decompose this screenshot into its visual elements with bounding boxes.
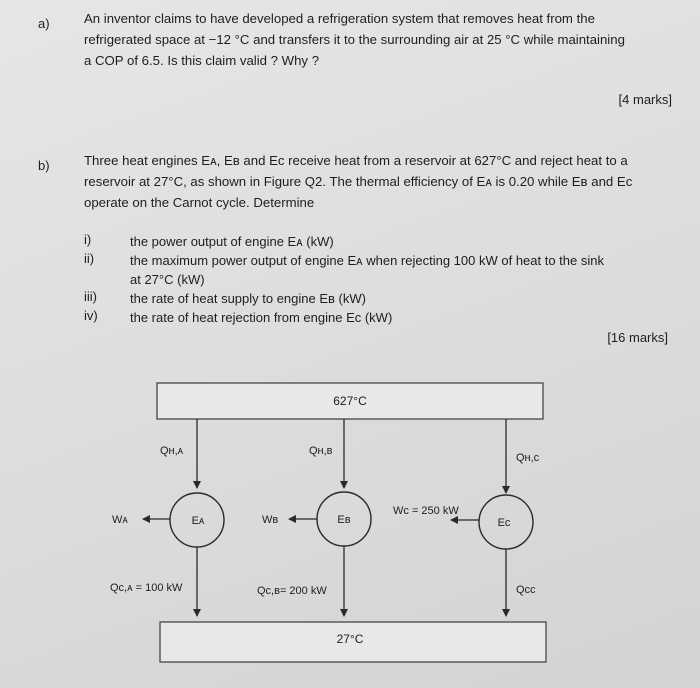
subquestion-text: the power output of engine Eᴀ (kW) bbox=[130, 234, 334, 249]
part-b-line-2: reservoir at 27°C, as shown in Figure Q2. The thermal efficiency of Eᴀ is 0.20 while Eʙ and Eᴄ bbox=[84, 174, 633, 189]
part-b-line-1: Three heat engines Eᴀ, Eʙ and Eᴄ receive heat from a reservoir at 627°C and reject heat to a bbox=[84, 153, 628, 168]
cold-reservoir-temp: 27°C bbox=[336, 632, 364, 647]
subquestion-number: ii) bbox=[84, 251, 95, 266]
subquestion-text: at 27°C (kW) bbox=[130, 272, 205, 287]
subquestion-text: the maximum power output of engine Eᴀ when rejecting 100 kW of heat to the sink bbox=[130, 253, 604, 268]
subquestion-text: the rate of heat rejection from engine Eᴄ (kW) bbox=[130, 310, 393, 325]
work-label-c: Wᴄ = 250 kW bbox=[393, 505, 459, 517]
work-label-a: Wᴀ bbox=[112, 514, 128, 526]
subquestion-number: iv) bbox=[84, 308, 98, 323]
heat-in-label-b: Qʜ,ʙ bbox=[309, 445, 333, 457]
part-a-line-1: An inventor claims to have developed a refrigeration system that removes heat from the bbox=[84, 11, 595, 26]
part-a-line-2: refrigerated space at −12 °C and transfers it to the surrounding air at 25 °C while maintaining bbox=[84, 32, 625, 47]
part-a-marks: [4 marks] bbox=[618, 92, 672, 107]
heat-in-label-c: Qʜ,ᴄ bbox=[516, 452, 540, 464]
heat-out-label-c: Qᴄᴄ bbox=[516, 584, 536, 596]
engine-a-name: Eᴀ bbox=[191, 515, 205, 527]
engine-b-name: Eʙ bbox=[337, 514, 351, 526]
heat-in-label-a: Qʜ,ᴀ bbox=[160, 445, 184, 457]
part-a-line-3: a COP of 6.5. Is this claim valid ? Why ? bbox=[84, 53, 320, 68]
subquestion-text: the rate of heat supply to engine Eʙ (kW) bbox=[130, 291, 366, 306]
heat-out-label-a: Qᴄ,ᴀ = 100 kW bbox=[110, 582, 183, 594]
part-b-line-3: operate on the Carnot cycle. Determine bbox=[84, 195, 315, 210]
subquestion-number: iii) bbox=[84, 289, 97, 304]
hot-reservoir-temp: 627°C bbox=[333, 394, 367, 409]
heat-out-label-b: Qᴄ,ʙ= 200 kW bbox=[257, 585, 327, 597]
part-a-label: a) bbox=[38, 16, 50, 31]
engine-c-name: Eᴄ bbox=[497, 517, 511, 529]
work-label-b: Wʙ bbox=[262, 514, 279, 526]
part-b-label: b) bbox=[38, 158, 50, 173]
subquestion-number: i) bbox=[84, 232, 92, 247]
part-b-marks: [16 marks] bbox=[607, 330, 668, 345]
